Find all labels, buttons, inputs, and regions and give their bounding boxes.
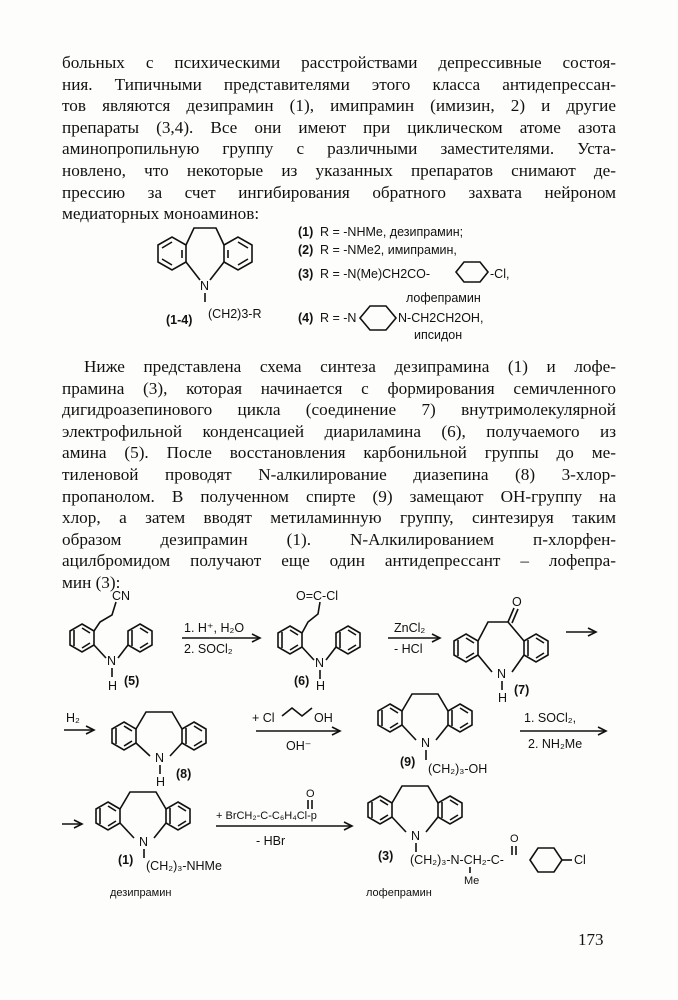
text-line: амина (5). После восстановления карбонильной группы до ме- bbox=[62, 443, 616, 463]
hydrogen-atom: H bbox=[156, 775, 166, 789]
drug-name: лофепрамин bbox=[406, 291, 481, 305]
oxo-label: O bbox=[306, 788, 315, 800]
text-line: тиленовой проводят N-алкилирование диазепина (8) 3-хлор- bbox=[62, 464, 616, 484]
text-line: медиаторных моноаминов: bbox=[62, 204, 260, 224]
def-text: R = -NMe2, имипрамин, bbox=[320, 243, 457, 257]
methyl-label: Me bbox=[464, 875, 480, 887]
def-tail: N-CH2CH2OH, bbox=[398, 311, 484, 325]
text-line: ния. Типичными представителями этого класса антидепрессан- bbox=[62, 74, 616, 94]
page-number: 173 bbox=[578, 930, 604, 949]
chain-label: (CH₂)₃-OH bbox=[428, 762, 488, 776]
compound-7 bbox=[454, 595, 548, 705]
def-text: R = -N(Me)CH2CO- bbox=[320, 267, 431, 281]
compound-label: (1) bbox=[118, 853, 134, 867]
drug-name: дезипрамин bbox=[110, 887, 172, 899]
hydrogen-atom: H bbox=[108, 679, 118, 693]
substituent-label: (CH2)3-R bbox=[208, 307, 262, 321]
reagent-label: + Cl bbox=[252, 711, 275, 725]
text-line: новлено, что некоторые из указанных препаратов снимают де- bbox=[62, 160, 616, 180]
text-line: ацилбромидом получают еще один антидепрессант – лофепра- bbox=[62, 551, 616, 571]
nitrogen-atom: N bbox=[421, 736, 431, 750]
reagent-label: H₂ bbox=[66, 711, 80, 725]
def-number: (3) bbox=[298, 267, 314, 281]
compound-label: (9) bbox=[400, 755, 416, 769]
hydrogen-atom: H bbox=[316, 679, 326, 693]
reagent-label: 1. SOCl₂, bbox=[524, 711, 577, 725]
def-text: R = -N bbox=[320, 311, 357, 325]
reagent-label: OH bbox=[314, 711, 333, 725]
reagent-label: ZnCl₂ bbox=[394, 621, 426, 635]
drug-name: ипсидон bbox=[414, 328, 463, 342]
text-line: прамина (3), которая начинается с формирования семичленного bbox=[62, 378, 616, 398]
text-line: аминопропильную группу с различными заместителями. Уста- bbox=[62, 139, 616, 159]
text-line: прессию за счет ингибирования обратного захвата нейроном bbox=[62, 182, 616, 202]
def-number: (4) bbox=[298, 311, 314, 325]
compound-6 bbox=[278, 589, 360, 693]
chain-label: (CH₂)₃-N-CH₂-C- bbox=[410, 853, 504, 867]
benzene-ring bbox=[530, 848, 562, 872]
compound-9 bbox=[378, 694, 487, 776]
compound-label: (3) bbox=[378, 849, 394, 863]
def-number: (2) bbox=[298, 243, 314, 257]
reagent-label: 1. H⁺, H₂O bbox=[184, 621, 245, 635]
compound-5 bbox=[70, 589, 152, 693]
nitrogen-atom: N bbox=[155, 751, 165, 765]
nitrogen-atom: N bbox=[200, 279, 210, 293]
text-line: тов являются дезипрамин (1), имипрамин (имизин, 2) и другие bbox=[62, 96, 616, 116]
def-tail: -Cl, bbox=[490, 267, 510, 281]
drug-name: лофепрамин bbox=[366, 887, 432, 899]
nitrogen-atom: N bbox=[139, 835, 149, 849]
group-label: CN bbox=[112, 589, 131, 603]
compound-label: (1-4) bbox=[166, 313, 193, 327]
chain-label: (CH₂)₃-NHMe bbox=[146, 859, 222, 873]
text-line: образом дезипрамин (1). N-Алкилированием п-хлорфен- bbox=[62, 529, 616, 549]
compound-3 bbox=[366, 786, 586, 899]
text-line: хлор, а затем вводят метиламинную группу, синтезируя таким bbox=[62, 508, 616, 528]
text-line: дигидроазепинового цикла (соединение 7) внутримолекулярной bbox=[62, 400, 616, 420]
text-line: больных с психическими расстройствами депрессивные состоя- bbox=[62, 53, 616, 72]
reagent-label: - HBr bbox=[256, 834, 286, 848]
chlorine-atom: Cl bbox=[574, 853, 586, 867]
oxo-label: O bbox=[512, 595, 522, 609]
reagent-label: 2. SOCl₂ bbox=[184, 642, 233, 656]
group-label: O=C-Cl bbox=[296, 589, 339, 603]
def-number: (1) bbox=[298, 225, 314, 239]
nitrogen-atom: N bbox=[497, 667, 507, 681]
text-line: Ниже представлена схема синтеза дезипрамина (1) и лофе- bbox=[84, 357, 616, 376]
reagent-label: OH⁻ bbox=[286, 739, 312, 753]
oxo-label: O bbox=[510, 833, 519, 845]
reagent-label: - HCl bbox=[394, 642, 423, 656]
text-line: мин (3): bbox=[62, 572, 121, 592]
compound-label: (7) bbox=[514, 683, 530, 697]
nitrogen-atom: N bbox=[315, 656, 325, 670]
nitrogen-atom: N bbox=[107, 654, 117, 668]
text-line: препараты (3,4). Все они имеют при циклическом атоме азота bbox=[62, 117, 616, 137]
text-line: пропанолом. В полученном спирте (9) замещают OH-группу на bbox=[62, 486, 616, 506]
text-line: электрофильной конденсацией диариламина (6), получаемого из bbox=[62, 421, 616, 441]
reagent-label: + BrCH₂-C-C₆H₄Cl-p bbox=[216, 810, 317, 822]
compound-1 bbox=[96, 792, 222, 899]
def-text: R = -NHMe, дезипрамин; bbox=[320, 225, 464, 239]
compound-label: (5) bbox=[124, 674, 140, 688]
nitrogen-atom: N bbox=[411, 829, 421, 843]
compound-8 bbox=[112, 712, 206, 789]
reagent-label: 2. NH₂Me bbox=[528, 737, 583, 751]
compound-label: (8) bbox=[176, 767, 192, 781]
hydrogen-atom: H bbox=[498, 691, 508, 705]
compound-label: (6) bbox=[294, 674, 310, 688]
